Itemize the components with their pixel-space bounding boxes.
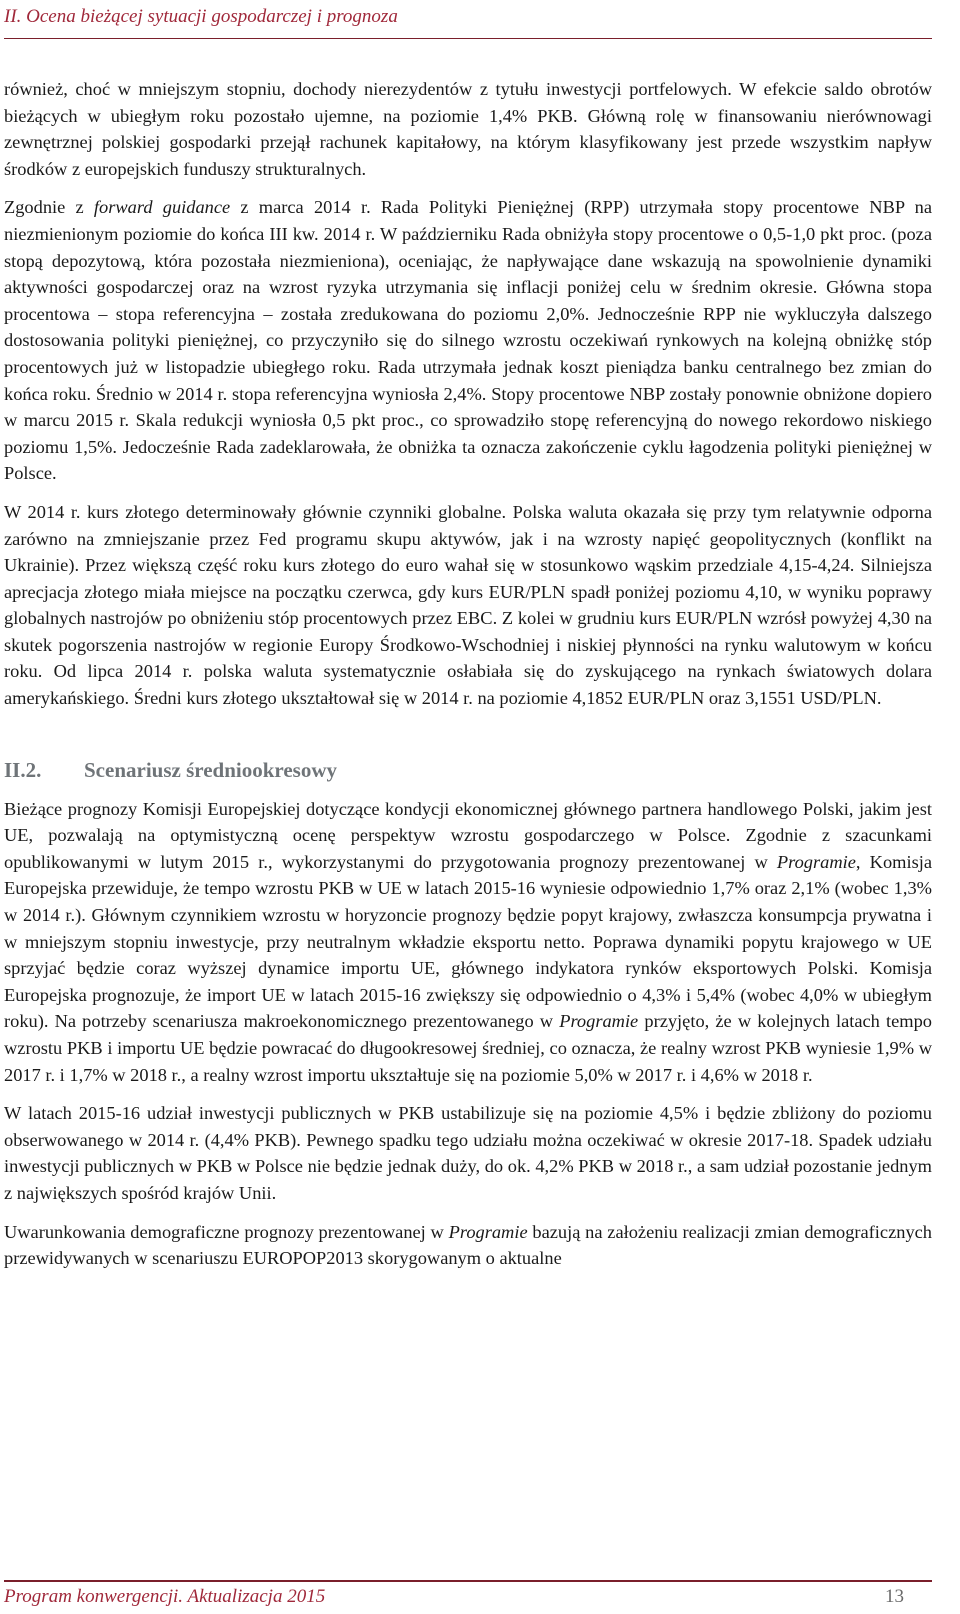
- paragraph-eu-forecast: [4, 796, 932, 1089]
- page-number: 13: [885, 1586, 904, 1607]
- paragraph-demographics: [4, 1219, 932, 1272]
- italic-term: Programie: [559, 1011, 639, 1032]
- italic-term: Programie: [448, 1221, 528, 1242]
- paragraph-current-account: również, choć w mniejszym stopniu, dochody nierezydentów z tytułu inwestycji portfelowych. W efekcie saldo obrotów bieżących w ubiegłym roku pozostało ujemne, na poziomie 1,4% PKB. Główną rolę w finansowaniu nierównowagi zewnętrznej polskiej gospodarki przejął rachunek kapitałowy, na którym klasyfikowany jest przede wszystkim napływ środków z europejskich funduszy strukturalnych.: [4, 79, 932, 179]
- text-run: przyjęto, że w kolejnych latach tempo wzrostu PKB i importu UE będzie powracać do długookresowej średniej, co oznacza, że realny wzrost PKB wyniesie 1,9% w 2017 r. i 1,7% w 2018 r., a realny wzrost importu ukształtuje się na poziomie 5,0% w 2017 r. i 4,6% w 2018 r.: [4, 1011, 932, 1085]
- text-run: Zgodnie z: [4, 197, 94, 218]
- section-title: Scenariusz średniookresowy: [84, 757, 337, 782]
- section-number: II.2.: [4, 757, 42, 782]
- text-run: Uwarunkowania demograficzne prognozy prezentowanej w: [4, 1221, 449, 1242]
- italic-term: Programie: [776, 851, 856, 872]
- paragraph-exchange-rate: W 2014 r. kurs złotego determinowały głównie czynniki globalne. Polska waluta okazała się przy tym relatywnie odporna zarówno na zmniejszanie przez Fed programu skupu aktywów, jak i na wzrosty napięć geopolitycznych (konflikt na Ukrainie). Przez większą część roku kurs złotego do euro wahał się w stosunkowo wąskim przedziale 4,15-4,24. Silniejsza aprecjacja złotego miała miejsce na początku czerwca, gdy kurs EUR/PLN spadł poniżej poziomu 4,10, w wyniku poprawy globalnych nastrojów po obniżeniu stóp procentowych przez EBC. Z kolei w grudniu kurs EUR/PLN wzrósł powyżej 4,30 na skutek pogorszenia nastrojów w regionie Europy Środkowo-Wschodniej i niskiej płynności na rynku walutowym w końcu roku. Od lipca 2014 r. polska waluta systematycznie osłabiała się do zyskującego na rynkach światowych dolara amerykańskiego. Średni kurs złotego ukształtował się w 2014 r. na poziomie 4,1852 EUR/PLN oraz 3,1551 USD/PLN.: [4, 501, 932, 709]
- paragraph-monetary-policy: [4, 194, 932, 487]
- text-run: bazują na założeniu realizacji zmian demograficznych przewidywanych w scenariuszu EUROPOP2013 skorygowanym o aktualne: [4, 1221, 932, 1269]
- text-run: Bieżące prognozy Komisji Europejskiej dotyczące kondycji ekonomicznej głównego partnera handlowego Polski, jakim jest UE, pozwalają na optymistyczną ocenę perspektyw wzrostu gospodarczego w Polsce. Zgodnie z szacunkami opublikowanymi w lutym 2015 r., wykorzystanymi do przygotowania prognozy prezentowanej w: [4, 798, 932, 872]
- page-body: [4, 76, 932, 1284]
- section-heading: [4, 756, 932, 784]
- text-run: z marca 2014 r. Rada Polityki Pieniężnej (RPP) utrzymała stopy procentowe NBP na niezmienionym poziomie do końca III kw. 2014 r. W październiku Rada obniżyła stopy procentowe o 0,5-1,0 pkt proc. (poza stopą depozytową, która pozostała niezmieniona), oceniając, że napływające dane wskazują na spowolnienie dynamiki aktywności gospodarczej oraz na wzrost ryzyka utrzymania się inflacji poniżej celu w średnim okresie. Główna stopa procentowa – stopa referencyjna – została zredukowana do poziomu 2,0%. Jednocześnie RPP nie wykluczyła dalszego dostosowania polityki pieniężnej, co przyczyniło się do silnego wzrostu oczekiwań rynkowych na kolejną obniżkę stóp procentowych już w listopadzie ubiegłego roku. Rada utrzymała jednak koszt pieniądza banku centralnego bez zmian do końca roku. Średnio w 2014 r. stopa referencyjna wyniosła 2,4%. Stopy procentowe NBP zostały ponownie obniżone dopiero w marcu 2015 r. Skala redukcji wyniosła 0,5 pkt proc., co sprowadziło stopę referencyjną do nowego rekordowo niskiego poziomu 1,5%. Jedocześnie Rada zadeklarowała, że obniżka ta oznacza zakończenie cyklu łagodzenia polityki pieniężnej w Polsce.: [4, 197, 932, 484]
- page-footer: [4, 1580, 932, 1612]
- text-run: , Komisja Europejska przewiduje, że tempo wzrostu PKB w UE w latach 2015-16 wyniesie odpowiednio 1,7% oraz 2,1% (wobec 1,3% w 2014 r.). Głównym czynnikiem wzrostu w horyzoncie prognozy będzie popyt krajowy, zwłaszcza konsumpcja prywatna i w mniejszym stopniu inwestycje, przy neutralnym wkładzie eksportu netto. Poprawa dynamiki popytu krajowego w UE sprzyjać będzie coraz wyższej dynamice importu UE, głównego indykatora rynków eksportowych Polski. Komisja Europejska prognozuje, że import UE w latach 2015-16 zwiększy się odpowiednio o 4,3% i 5,4% (wobec 4,0% w ubiegłym roku). Na potrzeby scenariusza makroekonomicznego prezentowanego w: [4, 851, 932, 1032]
- page-header: [4, 4, 932, 39]
- footer-title: Program konwergencji. Aktualizacja 2015: [4, 1586, 326, 1607]
- paragraph-public-investment: W latach 2015-16 udział inwestycji publicznych w PKB ustabilizuje się na poziomie 4,5% i będzie zbliżony do poziomu obserwowanego w 2014 r. (4,4% PKB). Pewnego spadku tego udziału można oczekiwać w okresie 2017-18. Spadek udziału inwestycji publicznych w PKB w Polsce nie będzie jednak duży, do ok. 4,2% PKB w 2018 r., a sam udział pozostanie jednym z największych spośród krajów Unii.: [4, 1103, 932, 1203]
- italic-term: forward guidance: [93, 197, 231, 218]
- running-header: II. Ocena bieżącej sytuacji gospodarczej i prognoza: [4, 6, 398, 27]
